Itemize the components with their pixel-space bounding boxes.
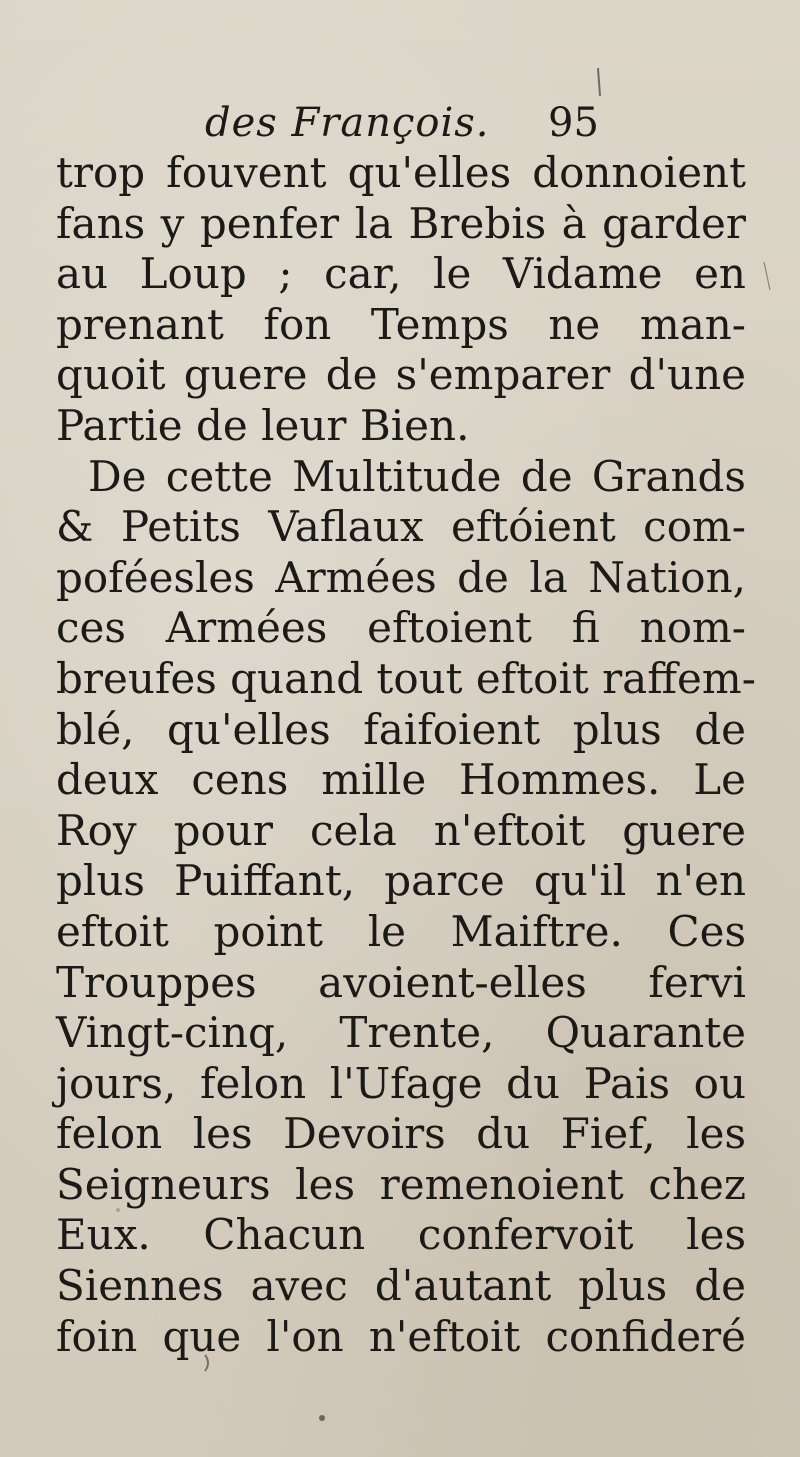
text-line: blé, qu'elles faifoient plus de: [56, 704, 746, 754]
text-line: foin que l'on n'eftoit confideré: [56, 1311, 746, 1361]
text-line: ces Armées eftoient fi nom-: [56, 603, 746, 653]
page-number: 95: [548, 100, 599, 146]
text-line: jours, felon l'Ufage du Pais ou: [56, 1058, 746, 1108]
text-line: Eux. Chacun confervoit les: [56, 1210, 746, 1260]
text-line: Partie de leur Bien.: [56, 400, 470, 450]
running-title: des François.: [205, 100, 490, 146]
text-line: & Petits Vaflaux eftóient com-: [56, 502, 746, 552]
body-text: [56, 148, 756, 1362]
text-line: deux cens mille Hommes. Le: [56, 755, 746, 805]
text-line: plus Puiffant, parce qu'il n'en: [56, 856, 746, 906]
text-line: prenant fon Temps ne man-: [56, 299, 746, 349]
text-line: Seigneurs les remenoient chez: [56, 1159, 746, 1209]
text-line: Roy pour cela n'eftoit guere: [56, 805, 746, 855]
text-line: quoit guere de s'emparer d'une: [56, 350, 746, 400]
text-line: trop fouvent qu'elles donnoient: [56, 148, 746, 197]
text-line: Vingt-cinq, Trente, Quarante: [56, 1008, 746, 1058]
text-line: felon les Devoirs du Fief, les: [56, 1109, 746, 1159]
text-line: De cette Multitude de Grands: [88, 451, 746, 501]
text-line: poféesles Armées de la Nation,: [56, 552, 746, 602]
text-line: breufes quand tout eftoit raffem-: [56, 653, 756, 703]
page-header: [0, 98, 800, 148]
text-line: fans y penfer la Brebis à garder: [56, 198, 746, 248]
text-line: Siennes avec d'autant plus de: [56, 1261, 746, 1311]
text-line: au Loup ; car, le Vidame en: [56, 249, 746, 299]
text-line: Trouppes avoient-elles fervi: [56, 957, 746, 1007]
text-line: eftoit point le Maiftre. Ces: [56, 906, 746, 956]
